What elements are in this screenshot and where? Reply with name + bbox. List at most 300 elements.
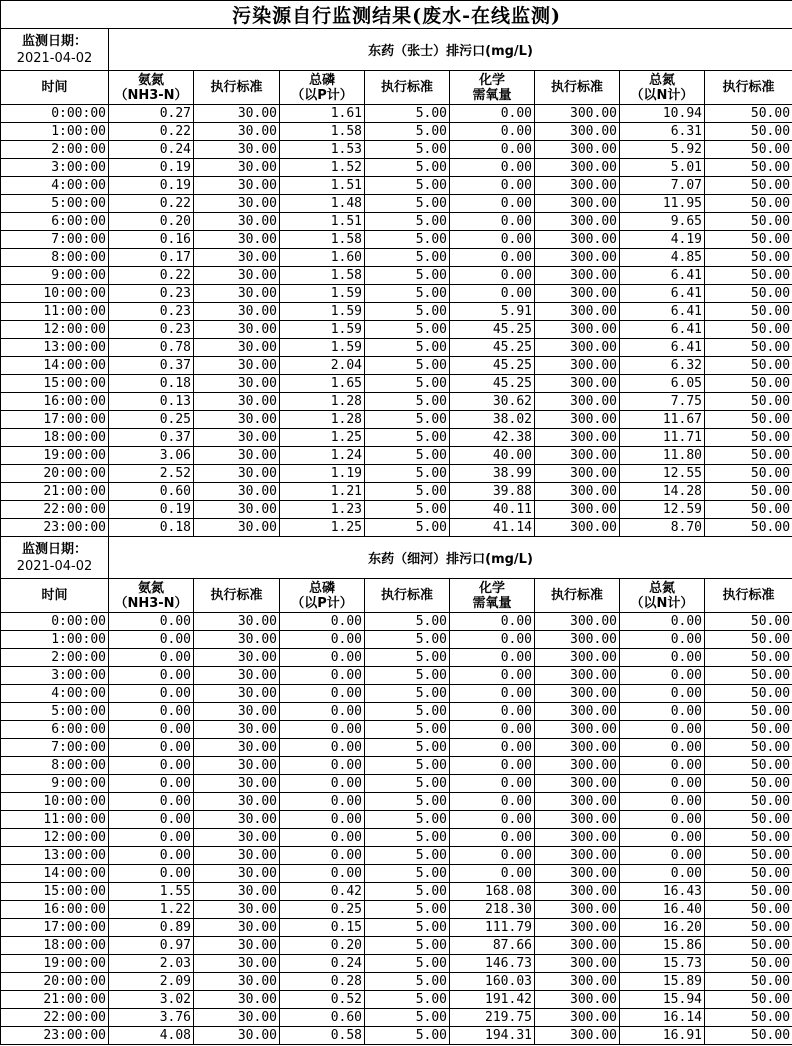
value-cell: 8.70 bbox=[620, 519, 705, 537]
value-cell: 0.00 bbox=[109, 667, 194, 685]
value-cell: 300.00 bbox=[535, 465, 620, 483]
value-cell: 0.00 bbox=[620, 631, 705, 649]
value-cell: 1.59 bbox=[280, 339, 365, 357]
value-cell: 1.59 bbox=[280, 321, 365, 339]
value-cell: 0.22 bbox=[109, 195, 194, 213]
value-cell: 0.00 bbox=[280, 757, 365, 775]
value-cell: 0.00 bbox=[620, 649, 705, 667]
value-cell: 5.00 bbox=[365, 649, 450, 667]
value-cell: 0.23 bbox=[109, 285, 194, 303]
value-cell: 50.00 bbox=[705, 1027, 792, 1045]
value-cell: 300.00 bbox=[535, 447, 620, 465]
value-cell: 6.32 bbox=[620, 357, 705, 375]
value-cell: 5.00 bbox=[365, 883, 450, 901]
value-cell: 0.37 bbox=[109, 429, 194, 447]
value-cell: 0.00 bbox=[280, 847, 365, 865]
column-header: 化学 需氧量 bbox=[450, 579, 535, 613]
value-cell: 0.00 bbox=[450, 811, 535, 829]
value-cell: 300.00 bbox=[535, 919, 620, 937]
time-cell: 5:00:00 bbox=[1, 195, 109, 213]
value-cell: 0.00 bbox=[280, 739, 365, 757]
value-cell: 38.02 bbox=[450, 411, 535, 429]
value-cell: 0.16 bbox=[109, 231, 194, 249]
value-cell: 0.00 bbox=[109, 811, 194, 829]
value-cell: 50.00 bbox=[705, 1009, 792, 1027]
time-cell: 7:00:00 bbox=[1, 231, 109, 249]
value-cell: 1.58 bbox=[280, 231, 365, 249]
value-cell: 1.19 bbox=[280, 465, 365, 483]
column-header: 执行标准 bbox=[535, 71, 620, 105]
value-cell: 45.25 bbox=[450, 321, 535, 339]
table-row bbox=[1, 991, 792, 1009]
value-cell: 300.00 bbox=[535, 883, 620, 901]
value-cell: 0.00 bbox=[450, 685, 535, 703]
value-cell: 168.08 bbox=[450, 883, 535, 901]
table-row bbox=[1, 703, 792, 721]
report-title: 污染源自行监测结果(废水-在线监测) bbox=[1, 1, 792, 29]
value-cell: 5.00 bbox=[365, 1009, 450, 1027]
value-cell: 0.00 bbox=[450, 267, 535, 285]
value-cell: 5.00 bbox=[365, 793, 450, 811]
value-cell: 1.59 bbox=[280, 285, 365, 303]
value-cell: 30.00 bbox=[194, 955, 280, 973]
value-cell: 0.00 bbox=[450, 847, 535, 865]
time-cell: 8:00:00 bbox=[1, 757, 109, 775]
value-cell: 0.60 bbox=[109, 483, 194, 501]
column-header: 执行标准 bbox=[705, 579, 792, 613]
value-cell: 0.00 bbox=[620, 847, 705, 865]
table-row bbox=[1, 447, 792, 465]
value-cell: 1.58 bbox=[280, 267, 365, 285]
value-cell: 0.00 bbox=[450, 141, 535, 159]
value-cell: 5.00 bbox=[365, 721, 450, 739]
value-cell: 50.00 bbox=[705, 919, 792, 937]
time-cell: 0:00:00 bbox=[1, 613, 109, 631]
table-row bbox=[1, 829, 792, 847]
value-cell: 0.00 bbox=[450, 105, 535, 123]
value-cell: 11.71 bbox=[620, 429, 705, 447]
value-cell: 15.86 bbox=[620, 937, 705, 955]
value-cell: 0.00 bbox=[109, 793, 194, 811]
value-cell: 30.00 bbox=[194, 901, 280, 919]
value-cell: 5.00 bbox=[365, 685, 450, 703]
value-cell: 0.23 bbox=[109, 303, 194, 321]
table-row bbox=[1, 285, 792, 303]
value-cell: 0.22 bbox=[109, 267, 194, 285]
value-cell: 0.00 bbox=[109, 775, 194, 793]
value-cell: 0.24 bbox=[280, 955, 365, 973]
value-cell: 0.00 bbox=[450, 703, 535, 721]
value-cell: 30.00 bbox=[194, 685, 280, 703]
value-cell: 1.53 bbox=[280, 141, 365, 159]
value-cell: 5.00 bbox=[365, 213, 450, 231]
value-cell: 30.00 bbox=[194, 411, 280, 429]
value-cell: 5.00 bbox=[365, 667, 450, 685]
value-cell: 0.00 bbox=[620, 703, 705, 721]
column-header: 总磷 （以P计） bbox=[280, 579, 365, 613]
value-cell: 0.00 bbox=[280, 865, 365, 883]
value-cell: 300.00 bbox=[535, 177, 620, 195]
value-cell: 30.00 bbox=[194, 721, 280, 739]
value-cell: 30.00 bbox=[194, 321, 280, 339]
value-cell: 0.00 bbox=[450, 793, 535, 811]
value-cell: 5.00 bbox=[365, 613, 450, 631]
value-cell: 0.00 bbox=[280, 685, 365, 703]
value-cell: 300.00 bbox=[535, 123, 620, 141]
value-cell: 30.00 bbox=[194, 501, 280, 519]
value-cell: 16.20 bbox=[620, 919, 705, 937]
table-row bbox=[1, 483, 792, 501]
value-cell: 5.00 bbox=[365, 159, 450, 177]
time-cell: 10:00:00 bbox=[1, 793, 109, 811]
value-cell: 30.00 bbox=[194, 231, 280, 249]
value-cell: 0.00 bbox=[450, 123, 535, 141]
value-cell: 1.60 bbox=[280, 249, 365, 267]
table-row bbox=[1, 267, 792, 285]
value-cell: 1.48 bbox=[280, 195, 365, 213]
value-cell: 0.00 bbox=[109, 721, 194, 739]
value-cell: 30.00 bbox=[194, 937, 280, 955]
value-cell: 50.00 bbox=[705, 901, 792, 919]
value-cell: 38.99 bbox=[450, 465, 535, 483]
value-cell: 0.13 bbox=[109, 393, 194, 411]
table-row bbox=[1, 393, 792, 411]
value-cell: 0.00 bbox=[620, 829, 705, 847]
value-cell: 0.00 bbox=[450, 829, 535, 847]
value-cell: 300.00 bbox=[535, 393, 620, 411]
table-row bbox=[1, 775, 792, 793]
value-cell: 7.07 bbox=[620, 177, 705, 195]
time-cell: 2:00:00 bbox=[1, 649, 109, 667]
section-header-row bbox=[1, 537, 792, 579]
value-cell: 0.00 bbox=[280, 775, 365, 793]
value-cell: 0.00 bbox=[109, 829, 194, 847]
value-cell: 0.00 bbox=[450, 739, 535, 757]
value-cell: 0.19 bbox=[109, 159, 194, 177]
value-cell: 50.00 bbox=[705, 685, 792, 703]
value-cell: 30.00 bbox=[194, 811, 280, 829]
value-cell: 30.00 bbox=[194, 195, 280, 213]
value-cell: 5.00 bbox=[365, 105, 450, 123]
value-cell: 0.89 bbox=[109, 919, 194, 937]
value-cell: 0.19 bbox=[109, 177, 194, 195]
table-row bbox=[1, 847, 792, 865]
outlet-name: 东药（细河）排污口(mg/L) bbox=[109, 537, 792, 579]
time-cell: 10:00:00 bbox=[1, 285, 109, 303]
column-header: 时间 bbox=[1, 71, 109, 105]
time-cell: 1:00:00 bbox=[1, 123, 109, 141]
value-cell: 300.00 bbox=[535, 667, 620, 685]
table-row bbox=[1, 901, 792, 919]
value-cell: 2.09 bbox=[109, 973, 194, 991]
value-cell: 5.00 bbox=[365, 267, 450, 285]
time-cell: 4:00:00 bbox=[1, 177, 109, 195]
value-cell: 5.00 bbox=[365, 973, 450, 991]
value-cell: 0.00 bbox=[450, 667, 535, 685]
value-cell: 50.00 bbox=[705, 793, 792, 811]
value-cell: 50.00 bbox=[705, 393, 792, 411]
value-cell: 16.91 bbox=[620, 1027, 705, 1045]
value-cell: 3.06 bbox=[109, 447, 194, 465]
value-cell: 30.00 bbox=[194, 793, 280, 811]
table-row bbox=[1, 195, 792, 213]
value-cell: 30.00 bbox=[194, 375, 280, 393]
value-cell: 300.00 bbox=[535, 141, 620, 159]
value-cell: 50.00 bbox=[705, 411, 792, 429]
value-cell: 300.00 bbox=[535, 991, 620, 1009]
table-row bbox=[1, 919, 792, 937]
value-cell: 218.30 bbox=[450, 901, 535, 919]
outlet-name: 东药（张士）排污口(mg/L) bbox=[109, 29, 792, 71]
value-cell: 300.00 bbox=[535, 105, 620, 123]
column-header-row bbox=[1, 579, 792, 613]
value-cell: 0.00 bbox=[450, 865, 535, 883]
table-row bbox=[1, 613, 792, 631]
value-cell: 5.00 bbox=[365, 739, 450, 757]
value-cell: 5.00 bbox=[365, 631, 450, 649]
value-cell: 5.00 bbox=[365, 393, 450, 411]
value-cell: 5.01 bbox=[620, 159, 705, 177]
value-cell: 2.52 bbox=[109, 465, 194, 483]
value-cell: 30.00 bbox=[194, 429, 280, 447]
table-row bbox=[1, 883, 792, 901]
value-cell: 0.00 bbox=[450, 231, 535, 249]
value-cell: 50.00 bbox=[705, 339, 792, 357]
value-cell: 30.62 bbox=[450, 393, 535, 411]
value-cell: 300.00 bbox=[535, 1027, 620, 1045]
table-row bbox=[1, 339, 792, 357]
value-cell: 1.24 bbox=[280, 447, 365, 465]
value-cell: 1.51 bbox=[280, 213, 365, 231]
time-cell: 21:00:00 bbox=[1, 991, 109, 1009]
table-row bbox=[1, 1009, 792, 1027]
value-cell: 30.00 bbox=[194, 829, 280, 847]
value-cell: 1.28 bbox=[280, 393, 365, 411]
value-cell: 0.18 bbox=[109, 375, 194, 393]
value-cell: 0.00 bbox=[280, 721, 365, 739]
value-cell: 5.00 bbox=[365, 501, 450, 519]
value-cell: 30.00 bbox=[194, 123, 280, 141]
value-cell: 0.00 bbox=[280, 613, 365, 631]
time-cell: 18:00:00 bbox=[1, 937, 109, 955]
table-row bbox=[1, 631, 792, 649]
value-cell: 160.03 bbox=[450, 973, 535, 991]
time-cell: 9:00:00 bbox=[1, 267, 109, 285]
value-cell: 16.40 bbox=[620, 901, 705, 919]
value-cell: 0.00 bbox=[280, 703, 365, 721]
value-cell: 15.89 bbox=[620, 973, 705, 991]
value-cell: 300.00 bbox=[535, 973, 620, 991]
value-cell: 0.00 bbox=[620, 775, 705, 793]
time-cell: 22:00:00 bbox=[1, 501, 109, 519]
value-cell: 2.03 bbox=[109, 955, 194, 973]
value-cell: 300.00 bbox=[535, 519, 620, 537]
table-row bbox=[1, 357, 792, 375]
value-cell: 50.00 bbox=[705, 757, 792, 775]
table-row bbox=[1, 667, 792, 685]
value-cell: 0.20 bbox=[109, 213, 194, 231]
value-cell: 1.22 bbox=[109, 901, 194, 919]
value-cell: 1.58 bbox=[280, 123, 365, 141]
value-cell: 30.00 bbox=[194, 919, 280, 937]
value-cell: 30.00 bbox=[194, 447, 280, 465]
value-cell: 300.00 bbox=[535, 829, 620, 847]
time-cell: 23:00:00 bbox=[1, 1027, 109, 1045]
value-cell: 50.00 bbox=[705, 105, 792, 123]
value-cell: 0.00 bbox=[109, 703, 194, 721]
value-cell: 50.00 bbox=[705, 775, 792, 793]
time-cell: 9:00:00 bbox=[1, 775, 109, 793]
monitoring-date-value: 2021-04-02 bbox=[16, 558, 93, 574]
value-cell: 50.00 bbox=[705, 375, 792, 393]
column-header: 氨氮 （NH3-N） bbox=[109, 71, 194, 105]
value-cell: 50.00 bbox=[705, 141, 792, 159]
value-cell: 0.00 bbox=[280, 829, 365, 847]
table-row bbox=[1, 793, 792, 811]
value-cell: 40.11 bbox=[450, 501, 535, 519]
time-cell: 22:00:00 bbox=[1, 1009, 109, 1027]
section-header-row bbox=[1, 29, 792, 71]
column-header: 总氮 （以N计） bbox=[620, 579, 705, 613]
value-cell: 50.00 bbox=[705, 501, 792, 519]
value-cell: 300.00 bbox=[535, 213, 620, 231]
value-cell: 0.00 bbox=[109, 739, 194, 757]
value-cell: 50.00 bbox=[705, 321, 792, 339]
table-row bbox=[1, 231, 792, 249]
value-cell: 30.00 bbox=[194, 393, 280, 411]
value-cell: 300.00 bbox=[535, 339, 620, 357]
value-cell: 6.41 bbox=[620, 285, 705, 303]
value-cell: 0.00 bbox=[109, 649, 194, 667]
time-cell: 19:00:00 bbox=[1, 955, 109, 973]
value-cell: 1.28 bbox=[280, 411, 365, 429]
value-cell: 50.00 bbox=[705, 249, 792, 267]
column-header: 时间 bbox=[1, 579, 109, 613]
value-cell: 30.00 bbox=[194, 303, 280, 321]
time-cell: 23:00:00 bbox=[1, 519, 109, 537]
value-cell: 16.14 bbox=[620, 1009, 705, 1027]
value-cell: 30.00 bbox=[194, 483, 280, 501]
table-row bbox=[1, 955, 792, 973]
column-header: 总氮 （以N计） bbox=[620, 71, 705, 105]
value-cell: 0.00 bbox=[620, 685, 705, 703]
time-cell: 14:00:00 bbox=[1, 865, 109, 883]
value-cell: 5.00 bbox=[365, 195, 450, 213]
value-cell: 30.00 bbox=[194, 357, 280, 375]
value-cell: 1.52 bbox=[280, 159, 365, 177]
value-cell: 0.18 bbox=[109, 519, 194, 537]
value-cell: 30.00 bbox=[194, 1009, 280, 1027]
value-cell: 50.00 bbox=[705, 937, 792, 955]
value-cell: 30.00 bbox=[194, 667, 280, 685]
value-cell: 5.00 bbox=[365, 321, 450, 339]
time-cell: 17:00:00 bbox=[1, 919, 109, 937]
value-cell: 50.00 bbox=[705, 519, 792, 537]
value-cell: 30.00 bbox=[194, 249, 280, 267]
time-cell: 3:00:00 bbox=[1, 159, 109, 177]
table-row bbox=[1, 321, 792, 339]
value-cell: 300.00 bbox=[535, 303, 620, 321]
value-cell: 300.00 bbox=[535, 757, 620, 775]
value-cell: 50.00 bbox=[705, 811, 792, 829]
value-cell: 1.23 bbox=[280, 501, 365, 519]
column-header: 氨氮 （NH3-N） bbox=[109, 579, 194, 613]
value-cell: 0.00 bbox=[620, 613, 705, 631]
value-cell: 30.00 bbox=[194, 775, 280, 793]
value-cell: 5.91 bbox=[450, 303, 535, 321]
value-cell: 30.00 bbox=[194, 613, 280, 631]
value-cell: 39.88 bbox=[450, 483, 535, 501]
value-cell: 30.00 bbox=[194, 105, 280, 123]
time-cell: 20:00:00 bbox=[1, 465, 109, 483]
value-cell: 300.00 bbox=[535, 429, 620, 447]
value-cell: 300.00 bbox=[535, 483, 620, 501]
table-row bbox=[1, 123, 792, 141]
value-cell: 300.00 bbox=[535, 613, 620, 631]
value-cell: 0.37 bbox=[109, 357, 194, 375]
time-cell: 11:00:00 bbox=[1, 303, 109, 321]
value-cell: 300.00 bbox=[535, 703, 620, 721]
value-cell: 50.00 bbox=[705, 721, 792, 739]
value-cell: 0.00 bbox=[620, 793, 705, 811]
value-cell: 50.00 bbox=[705, 649, 792, 667]
value-cell: 0.27 bbox=[109, 105, 194, 123]
value-cell: 30.00 bbox=[194, 631, 280, 649]
value-cell: 0.00 bbox=[450, 159, 535, 177]
value-cell: 6.41 bbox=[620, 267, 705, 285]
value-cell: 50.00 bbox=[705, 865, 792, 883]
value-cell: 0.00 bbox=[109, 631, 194, 649]
value-cell: 5.00 bbox=[365, 919, 450, 937]
value-cell: 30.00 bbox=[194, 177, 280, 195]
value-cell: 5.00 bbox=[365, 411, 450, 429]
value-cell: 0.97 bbox=[109, 937, 194, 955]
value-cell: 87.66 bbox=[450, 937, 535, 955]
value-cell: 30.00 bbox=[194, 267, 280, 285]
value-cell: 0.00 bbox=[450, 249, 535, 267]
table-row bbox=[1, 465, 792, 483]
table-row bbox=[1, 303, 792, 321]
value-cell: 300.00 bbox=[535, 649, 620, 667]
value-cell: 1.55 bbox=[109, 883, 194, 901]
value-cell: 0.00 bbox=[109, 847, 194, 865]
value-cell: 50.00 bbox=[705, 195, 792, 213]
value-cell: 5.00 bbox=[365, 303, 450, 321]
value-cell: 5.00 bbox=[365, 123, 450, 141]
value-cell: 300.00 bbox=[535, 811, 620, 829]
value-cell: 0.25 bbox=[109, 411, 194, 429]
table-row bbox=[1, 811, 792, 829]
value-cell: 30.00 bbox=[194, 865, 280, 883]
value-cell: 5.00 bbox=[365, 465, 450, 483]
time-cell: 1:00:00 bbox=[1, 631, 109, 649]
value-cell: 50.00 bbox=[705, 703, 792, 721]
monitoring-date-value: 2021-04-02 bbox=[16, 50, 93, 66]
time-cell: 19:00:00 bbox=[1, 447, 109, 465]
value-cell: 50.00 bbox=[705, 123, 792, 141]
table-row bbox=[1, 213, 792, 231]
time-cell: 13:00:00 bbox=[1, 339, 109, 357]
value-cell: 0.23 bbox=[109, 321, 194, 339]
value-cell: 3.02 bbox=[109, 991, 194, 1009]
value-cell: 1.25 bbox=[280, 519, 365, 537]
value-cell: 50.00 bbox=[705, 429, 792, 447]
value-cell: 0.60 bbox=[280, 1009, 365, 1027]
table-row bbox=[1, 685, 792, 703]
value-cell: 0.00 bbox=[450, 213, 535, 231]
value-cell: 1.21 bbox=[280, 483, 365, 501]
value-cell: 6.41 bbox=[620, 321, 705, 339]
